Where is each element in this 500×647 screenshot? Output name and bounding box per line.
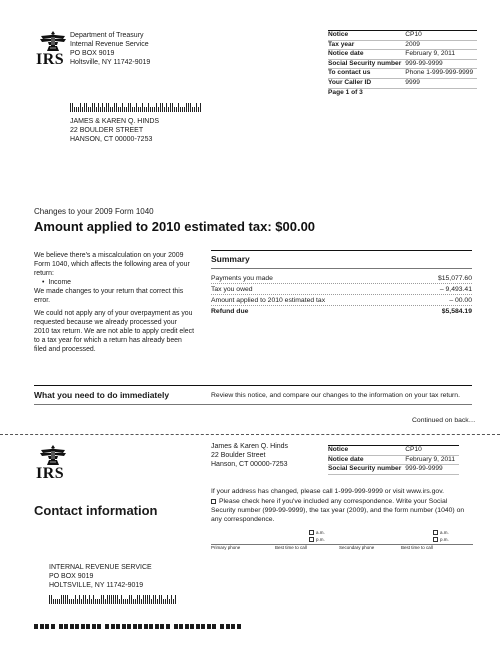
stub-irs-logo xyxy=(36,444,70,482)
sender-line: Internal Revenue Service xyxy=(70,41,149,48)
barcode-bar xyxy=(135,599,136,604)
barcode-bar xyxy=(149,595,150,604)
notice-row: Your Caller ID 9999 xyxy=(328,78,477,88)
irs-eagle-icon xyxy=(39,30,67,52)
barcode-bar xyxy=(114,103,115,112)
barcode-bar xyxy=(172,103,173,112)
sender-line: Department of Treasury xyxy=(70,32,144,39)
notice-row xyxy=(328,88,477,97)
barcode-bar xyxy=(171,595,172,604)
barcode-bar xyxy=(67,595,68,604)
irs-address-line: HOLTSVILLE, NY 11742-9019 xyxy=(49,582,144,589)
barcode-bar xyxy=(166,103,167,112)
barcode-bar xyxy=(130,103,131,112)
page-title: Amount applied to 2010 estimated tax: $00.00 xyxy=(34,219,316,234)
scan-code-block xyxy=(185,624,189,629)
barcode-bar xyxy=(192,107,193,112)
summary-divider xyxy=(211,268,472,269)
barcode-bar xyxy=(147,595,148,604)
address-change-text: If your address has changed, please call 1-999-999-9999 or visit www.irs.gov. xyxy=(211,488,444,495)
irs-eagle-icon xyxy=(39,444,67,466)
barcode-bar xyxy=(93,595,94,604)
barcode-bar xyxy=(61,595,62,604)
barcode-bar xyxy=(190,103,191,112)
barcode-bar xyxy=(175,595,176,604)
summary-row: Tax you owed – 9,493.41 xyxy=(211,286,472,294)
barcode-bar xyxy=(108,103,109,112)
scan-code-block xyxy=(51,624,55,629)
barcode-bar xyxy=(143,595,144,604)
barcode-bar xyxy=(142,103,143,112)
barcode-bar xyxy=(87,599,88,604)
stub-recipient-line: 22 Boulder Street xyxy=(211,452,266,459)
barcode-bar xyxy=(70,103,71,112)
barcode-bar xyxy=(140,107,141,112)
scan-code-block xyxy=(127,624,131,629)
barcode-bar xyxy=(176,107,177,112)
barcode-bar xyxy=(115,595,116,604)
barcode-bar xyxy=(119,599,120,604)
correspondence-checkbox[interactable] xyxy=(211,499,216,504)
barcode-bar xyxy=(137,595,138,604)
scan-code-block xyxy=(122,624,126,629)
barcode-bar xyxy=(84,103,85,112)
barcode-bar xyxy=(69,599,70,604)
barcode-bar xyxy=(59,599,60,604)
barcode-bar xyxy=(136,103,137,112)
sender-address xyxy=(70,31,150,67)
scan-code-group xyxy=(220,624,241,629)
barcode-bar xyxy=(169,599,170,604)
barcode-bar xyxy=(73,599,74,604)
barcode-bar xyxy=(158,107,159,112)
bullet-icon: • xyxy=(42,279,45,286)
barcode-bar xyxy=(89,595,90,604)
scan-code-block xyxy=(220,624,224,629)
notice-row: Notice CP10 xyxy=(328,446,459,456)
barcode-bar xyxy=(194,107,195,112)
barcode-bar xyxy=(100,107,101,112)
best-time-label: Best time to call xyxy=(275,545,307,550)
todo-title: What you need to do immediately xyxy=(34,390,170,400)
sender-line: PO BOX 9019 xyxy=(70,50,115,57)
barcode-bar xyxy=(49,595,50,604)
barcode-bar xyxy=(117,595,118,604)
scan-code-block xyxy=(138,624,142,629)
scan-code-block xyxy=(105,624,109,629)
barcode-bar xyxy=(186,103,187,112)
barcode-bar xyxy=(55,599,56,604)
barcode-bar xyxy=(174,107,175,112)
stub-recipient-line: Hanson, CT 00000-7253 xyxy=(211,461,288,468)
recipient-address xyxy=(70,117,159,144)
barcode-bar xyxy=(146,107,147,112)
barcode-bar xyxy=(92,103,93,112)
pm-checkbox[interactable] xyxy=(433,537,438,542)
scan-code-block xyxy=(86,624,90,629)
barcode-bar xyxy=(184,107,185,112)
scan-code-block xyxy=(207,624,211,629)
changes-line: Changes to your 2009 Form 1040 xyxy=(34,207,154,216)
barcode-bar xyxy=(156,103,157,112)
scan-code-block xyxy=(59,624,63,629)
summary-row-total: Refund due $5,584.19 xyxy=(211,308,472,316)
barcode-bar xyxy=(88,107,89,112)
barcode-bar xyxy=(122,103,123,112)
scan-code-block xyxy=(70,624,74,629)
scan-code-block xyxy=(155,624,159,629)
page-indicator: Page 1 of 3 xyxy=(328,88,363,96)
scan-code-block xyxy=(92,624,96,629)
barcode-bar xyxy=(116,103,117,112)
notice-info-table xyxy=(328,30,477,97)
barcode-bar xyxy=(77,599,78,604)
barcode-bar xyxy=(65,595,66,604)
list-item: • Income xyxy=(42,279,72,286)
barcode-bar xyxy=(160,103,161,112)
notice-row: Social Security number 999-99-9999 xyxy=(328,465,459,475)
barcode-bar xyxy=(76,107,77,112)
scan-code-block xyxy=(81,624,85,629)
barcode-bar xyxy=(95,599,96,604)
notice-row: To contact us Phone 1-999-999-9999 xyxy=(328,69,477,79)
scan-code-block xyxy=(75,624,79,629)
recipient-line: JAMES & KAREN Q. HINDS xyxy=(70,118,160,125)
recipient-line: 22 BOULDER STREET xyxy=(70,127,144,134)
barcode-bar xyxy=(163,599,164,604)
tear-off-line xyxy=(0,434,500,435)
barcode-bar xyxy=(63,595,64,604)
barcode-bar xyxy=(102,103,103,112)
barcode-bar xyxy=(85,595,86,604)
barcode-bar xyxy=(133,599,134,604)
stub-notice-table xyxy=(328,445,459,475)
barcode-bar xyxy=(75,595,76,604)
barcode-bar xyxy=(131,595,132,604)
irs-address-line: PO BOX 9019 xyxy=(49,573,94,580)
correspondence-checkbox-row[interactable] xyxy=(211,497,473,524)
barcode-bar xyxy=(132,107,133,112)
barcode-bar xyxy=(72,103,73,112)
barcode-bar xyxy=(148,103,149,112)
barcode-bar xyxy=(123,599,124,604)
am-option-2[interactable]: a.m. xyxy=(433,530,449,536)
scan-code-block xyxy=(133,624,137,629)
notice-row: Notice date February 9, 2011 xyxy=(328,50,477,60)
phone-fields xyxy=(211,530,473,550)
barcode-bar xyxy=(161,595,162,604)
barcode-bar xyxy=(128,103,129,112)
barcode-bar xyxy=(118,107,119,112)
scan-code-group xyxy=(34,624,55,629)
scan-code-block xyxy=(144,624,148,629)
irs-logo-text: IRS xyxy=(36,465,65,482)
continued-text: Continued on back… xyxy=(412,417,476,424)
scan-code-block xyxy=(212,624,216,629)
pm-option-1[interactable]: p.m. xyxy=(309,537,325,543)
barcode-bar xyxy=(152,107,153,112)
barcode-bar xyxy=(151,599,152,604)
barcode-bar xyxy=(71,599,72,604)
barcode-bar xyxy=(121,595,122,604)
best-time-label: Best time to call xyxy=(401,545,433,550)
barcode-bar xyxy=(144,107,145,112)
barcode-bar xyxy=(97,599,98,604)
barcode-bar xyxy=(200,103,201,112)
explanation-p3: We could not apply any of your overpayment as you requested because we already processed your 2010 tax return. We are not able to apply credit elect to a tax year for which a return has already been filed and processed. xyxy=(34,310,194,353)
barcode-bar xyxy=(81,599,82,604)
scan-code-block xyxy=(174,624,178,629)
barcode-bar xyxy=(124,107,125,112)
irs-address-line: INTERNAL REVENUE SERVICE xyxy=(49,564,152,571)
barcode-bar xyxy=(155,595,156,604)
am-checkbox[interactable] xyxy=(433,530,438,535)
barcode-bar xyxy=(126,107,127,112)
notice-row: Notice date February 9, 2011 xyxy=(328,455,459,465)
todo-top-rule xyxy=(34,385,472,386)
barcode-bar xyxy=(78,107,79,112)
barcode-bar xyxy=(51,595,52,604)
scan-code-block xyxy=(190,624,194,629)
am-option-1[interactable]: a.m. xyxy=(309,530,325,536)
barcode-bar xyxy=(106,103,107,112)
barcode-bar xyxy=(154,107,155,112)
barcode-bar xyxy=(91,599,92,604)
barcode-bar xyxy=(129,595,130,604)
barcode-bar xyxy=(125,599,126,604)
barcode-bar xyxy=(182,107,183,112)
explanation-p2: We made changes to your return that correct this error. xyxy=(34,288,184,304)
barcode-bar xyxy=(82,107,83,112)
barcode-bar xyxy=(53,599,54,604)
primary-phone-label: Primary phone xyxy=(211,545,241,550)
barcode-bar xyxy=(162,103,163,112)
correspondence-text: Please check here if you've included any correspondence. Write your Social Security number (999-99-9999), the tax year (2009), and the form number (1040) on any correspondence. xyxy=(211,498,465,523)
scan-code-group xyxy=(59,624,102,629)
todo-text: Review this notice, and compare our changes to the information on your tax return. xyxy=(211,392,460,399)
summary-row: Amount applied to 2010 estimated tax – 00.00 xyxy=(211,297,472,305)
summary-box xyxy=(211,250,472,316)
barcode-bar xyxy=(109,595,110,604)
barcode-bar xyxy=(110,107,111,112)
explanation-text xyxy=(34,251,194,354)
barcode-bar xyxy=(170,103,171,112)
barcode-bar xyxy=(178,103,179,112)
scan-code-block xyxy=(116,624,120,629)
barcode-bar xyxy=(138,107,139,112)
barcode-bar xyxy=(80,103,81,112)
stub-recipient xyxy=(211,442,288,469)
barcode-bar xyxy=(164,107,165,112)
barcode-bar xyxy=(127,599,128,604)
barcode-bar xyxy=(99,599,100,604)
recipient-line: HANSON, CT 00000-7253 xyxy=(70,136,153,143)
contact-title: Contact information xyxy=(34,503,158,518)
barcode-bar xyxy=(79,595,80,604)
irs-logo xyxy=(36,30,70,68)
barcode-bar xyxy=(83,595,84,604)
scan-code-block xyxy=(97,624,101,629)
irs-return-address xyxy=(49,563,152,590)
summary-title: Summary xyxy=(211,254,250,264)
barcode-bar xyxy=(159,595,160,604)
barcode-bar xyxy=(180,107,181,112)
barcode-bar xyxy=(113,595,114,604)
notice-row: Social Security number 999-99-9999 xyxy=(328,59,477,69)
scan-line-code xyxy=(34,624,241,629)
scan-code-block xyxy=(64,624,68,629)
barcode-bar xyxy=(111,595,112,604)
scan-code-block xyxy=(226,624,230,629)
scan-code-block xyxy=(111,624,115,629)
barcode-bar xyxy=(139,595,140,604)
barcode-bar xyxy=(105,599,106,604)
barcode-bar xyxy=(57,599,58,604)
barcode-bar xyxy=(96,107,97,112)
barcode-bar xyxy=(168,107,169,112)
barcode-bar xyxy=(74,107,75,112)
barcode-bar xyxy=(98,103,99,112)
barcode-bar xyxy=(104,107,105,112)
barcode-bar xyxy=(198,107,199,112)
barcode-bar xyxy=(145,595,146,604)
am-checkbox[interactable] xyxy=(309,530,314,535)
barcode-bar xyxy=(196,103,197,112)
explanation-p1: We believe there's a miscalculation on your 2009 Form 1040, which affects the following area of your return: xyxy=(34,252,190,277)
scan-code-block xyxy=(237,624,241,629)
postal-barcode xyxy=(70,103,201,112)
scan-code-group xyxy=(105,624,170,629)
barcode-bar xyxy=(157,599,158,604)
pm-option-2[interactable]: p.m. xyxy=(433,537,449,543)
secondary-phone-label: Secondary phone xyxy=(339,545,375,550)
scan-code-block xyxy=(196,624,200,629)
barcode-bar xyxy=(188,103,189,112)
scan-code-block xyxy=(160,624,164,629)
barcode-bar xyxy=(153,595,154,604)
scan-code-block xyxy=(179,624,183,629)
barcode-bar xyxy=(90,107,91,112)
scan-code-block xyxy=(201,624,205,629)
scan-code-block xyxy=(231,624,235,629)
irs-logo-text: IRS xyxy=(36,51,65,68)
barcode-bar xyxy=(150,107,151,112)
barcode-bar xyxy=(86,103,87,112)
barcode-bar xyxy=(141,599,142,604)
barcode-bar xyxy=(134,107,135,112)
barcode-bar xyxy=(107,595,108,604)
pm-checkbox[interactable] xyxy=(309,537,314,542)
scan-code-block xyxy=(149,624,153,629)
barcode-bar xyxy=(120,107,121,112)
sender-line: Holtsville, NY 11742-9019 xyxy=(70,59,151,66)
scan-code-block xyxy=(166,624,170,629)
scan-code-block xyxy=(45,624,49,629)
irs-postal-barcode xyxy=(49,595,176,604)
summary-row: Payments you made $15,077.60 xyxy=(211,275,472,283)
barcode-bar xyxy=(94,103,95,112)
barcode-bar xyxy=(103,595,104,604)
scan-code-block xyxy=(34,624,38,629)
notice-row: Tax year 2009 xyxy=(328,40,477,50)
scan-code-block xyxy=(40,624,44,629)
todo-bottom-rule xyxy=(34,404,472,405)
summary-top-rule xyxy=(211,250,472,251)
barcode-bar xyxy=(101,595,102,604)
barcode-bar xyxy=(112,107,113,112)
barcode-bar xyxy=(167,595,168,604)
stub-recipient-line: James & Karen Q. Hinds xyxy=(211,443,289,450)
barcode-bar xyxy=(165,599,166,604)
scan-code-group xyxy=(174,624,217,629)
barcode-bar xyxy=(173,599,174,604)
notice-row: Notice CP10 xyxy=(328,31,477,41)
